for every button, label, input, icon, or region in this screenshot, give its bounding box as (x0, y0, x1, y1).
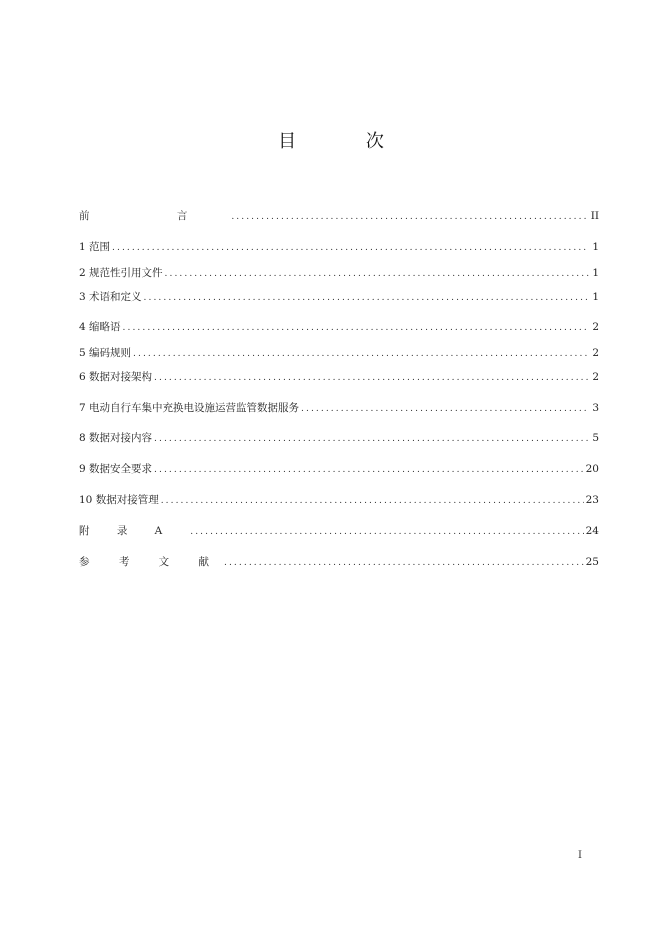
toc-leader-dots (161, 494, 584, 508)
toc-entry-label: 前 言 (79, 210, 230, 222)
toc-entry-label: 3 术语和定义 (79, 291, 142, 303)
toc-entry-page: II (590, 210, 599, 222)
toc-entry-label: 5 编码规则 (79, 347, 132, 359)
page-title: 目 次 (278, 131, 416, 152)
toc-entry-bibliography[interactable] (79, 555, 599, 570)
toc-leader-dots (133, 347, 589, 361)
toc-entry-label: 7 电动自行车集中充换电设施运营监管数据服务 (79, 402, 300, 414)
toc-leader-dots (123, 321, 589, 335)
toc-entry-label: 10 数据对接管理 (79, 494, 159, 506)
toc-entry-label: 2 规范性引用文件 (79, 267, 163, 279)
toc-entry-label: 6 数据对接架构 (79, 371, 153, 383)
toc-entry-foreword[interactable] (79, 209, 599, 224)
toc-leader-dots (165, 267, 589, 281)
toc-entry-page: 2 (592, 321, 599, 333)
toc-leader-dots (144, 291, 589, 305)
toc-entry-abbreviations[interactable] (79, 320, 599, 335)
toc-entry-page: 23 (585, 494, 599, 506)
toc-entry-page: 1 (592, 291, 599, 303)
toc-entry-normative-references[interactable] (79, 266, 599, 281)
toc-entry-annex-a[interactable] (79, 524, 599, 539)
toc-entry-page: 3 (592, 402, 599, 414)
toc-leader-dots (154, 371, 589, 385)
toc-leader-dots (231, 210, 588, 224)
footer-page-number: I (578, 850, 582, 861)
toc-entry-page: 5 (592, 432, 599, 444)
toc-entry-label: 附 录 A (79, 525, 175, 537)
toc-entry-data-security[interactable] (79, 462, 599, 477)
toc-entry-label: 9 数据安全要求 (79, 463, 153, 475)
toc-entry-label: 参 考 文 献 (79, 556, 223, 568)
toc-entry-page: 24 (585, 525, 599, 537)
toc-leader-dots (112, 241, 589, 255)
toc-entry-terms-definitions[interactable] (79, 290, 599, 305)
toc-leader-dots (154, 463, 584, 477)
toc-entry-page: 1 (592, 241, 599, 253)
toc-entry-page: 25 (585, 556, 599, 568)
toc-entry-page: 2 (592, 371, 599, 383)
toc-leader-dots (154, 432, 589, 446)
toc-entry-page: 1 (592, 267, 599, 279)
toc-entry-page: 2 (592, 347, 599, 359)
toc-entry-supervision-data-service[interactable] (79, 401, 599, 416)
toc-entry-data-content[interactable] (79, 431, 599, 446)
toc-entry-label: 8 数据对接内容 (79, 432, 153, 444)
toc-leader-dots (224, 556, 584, 570)
toc-entry-label: 1 范围 (79, 241, 111, 253)
toc-entry-label: 4 缩略语 (79, 321, 121, 333)
toc-entry-scope[interactable] (79, 240, 599, 255)
toc-entry-page: 20 (585, 463, 599, 475)
toc-entry-coding-rules[interactable] (79, 346, 599, 361)
toc-leader-dots (190, 525, 583, 539)
toc-entry-data-management[interactable] (79, 493, 599, 508)
toc-leader-dots (301, 402, 589, 416)
toc-entry-architecture[interactable] (79, 370, 599, 385)
